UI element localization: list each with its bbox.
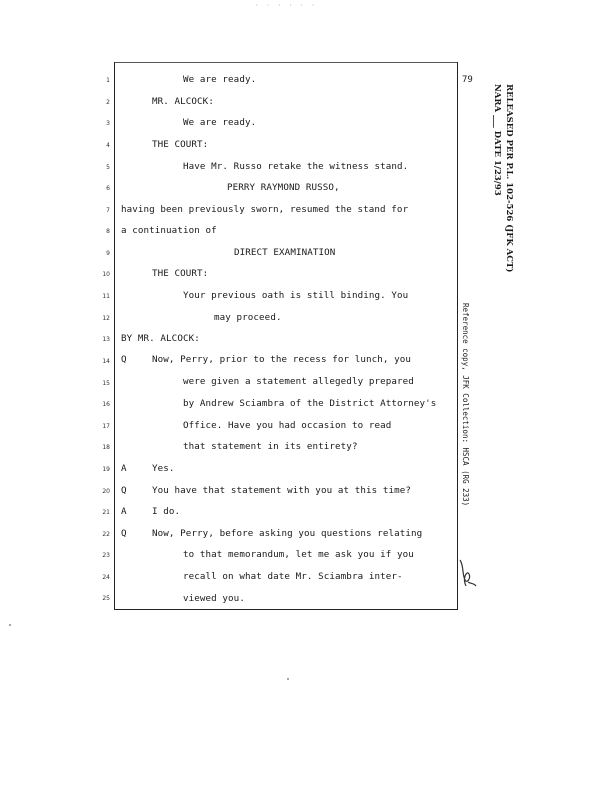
- transcript-line: Yes.: [152, 463, 175, 474]
- top-mark: · · · · · ·: [255, 2, 317, 9]
- line-number: 9: [106, 250, 110, 257]
- line-number: 1: [106, 77, 110, 84]
- page-number: 79: [462, 75, 473, 85]
- transcript-line: by Andrew Sciambra of the District Attorney's: [183, 398, 437, 409]
- transcript-line: Office. Have you had occasion to read: [183, 420, 392, 431]
- qa-marker: A: [121, 506, 127, 517]
- examiner-label: BY MR. ALCOCK:: [121, 333, 200, 344]
- line-number: 10: [102, 271, 110, 278]
- line-number: 4: [106, 142, 110, 149]
- transcript-line: Have Mr. Russo retake the witness stand.: [183, 161, 409, 172]
- transcript-line: Now, Perry, before asking you questions relating: [152, 528, 423, 539]
- transcript-line: viewed you.: [183, 593, 245, 604]
- line-number: 11: [102, 293, 110, 300]
- transcript-line: to that memorandum, let me ask you if you: [183, 549, 414, 560]
- qa-marker: Q: [121, 354, 127, 365]
- transcript-line: that statement in its entirety?: [183, 441, 358, 452]
- line-number: 15: [102, 380, 110, 387]
- line-number: 12: [102, 315, 110, 322]
- reference-copy-note: Reference copy, JFK Collection: HSCA (RG 233): [461, 303, 470, 507]
- line-number: 20: [102, 488, 110, 495]
- scan-speck: [287, 678, 289, 680]
- transcript-line: I do.: [152, 506, 181, 517]
- line-number: 2: [106, 99, 110, 106]
- release-stamp-line2: NARA ___ DATE 1/23/93: [492, 84, 502, 196]
- qa-marker: Q: [121, 485, 127, 496]
- line-number: 6: [106, 185, 110, 192]
- speaker-label: THE COURT:: [152, 139, 209, 150]
- line-number: 19: [102, 466, 110, 473]
- line-number: 8: [106, 228, 110, 235]
- handwritten-initials-mark: [456, 556, 478, 590]
- section-heading: DIRECT EXAMINATION: [234, 247, 336, 258]
- transcript-line: We are ready.: [183, 74, 257, 85]
- line-number: 14: [102, 358, 110, 365]
- line-number: 3: [106, 120, 110, 127]
- transcript-line: recall on what date Mr. Sciambra inter-: [183, 571, 403, 582]
- line-number: 24: [102, 574, 110, 581]
- speaker-label: MR. ALCOCK:: [152, 96, 214, 107]
- witness-name: PERRY RAYMOND RUSSO,: [227, 182, 340, 193]
- transcript-line: having been previously sworn, resumed the stand for: [121, 204, 409, 215]
- transcript-line: You have that statement with you at this time?: [152, 485, 412, 496]
- scan-speck: [9, 624, 11, 626]
- release-stamp-line1: RELEASED PER P.L. 102-526 (JFK ACT): [504, 84, 514, 273]
- line-number: 22: [102, 531, 110, 538]
- line-number: 23: [102, 552, 110, 559]
- line-number: 7: [106, 207, 110, 214]
- speaker-label: THE COURT:: [152, 268, 209, 279]
- transcript-line: Your previous oath is still binding. You: [183, 290, 409, 301]
- transcript-line: may proceed.: [214, 312, 282, 323]
- qa-marker: Q: [121, 528, 127, 539]
- line-number: 21: [102, 509, 110, 516]
- transcript-line: a continuation of: [121, 225, 217, 236]
- transcript-line: Now, Perry, prior to the recess for lunch, you: [152, 354, 412, 365]
- line-number: 13: [102, 336, 110, 343]
- line-number: 16: [102, 401, 110, 408]
- transcript-line: We are ready.: [183, 117, 257, 128]
- line-number: 25: [102, 595, 110, 602]
- line-number: 5: [106, 164, 110, 171]
- line-number: 18: [102, 444, 110, 451]
- transcript-line: were given a statement allegedly prepared: [183, 376, 414, 387]
- qa-marker: A: [121, 463, 127, 474]
- line-number: 17: [102, 423, 110, 430]
